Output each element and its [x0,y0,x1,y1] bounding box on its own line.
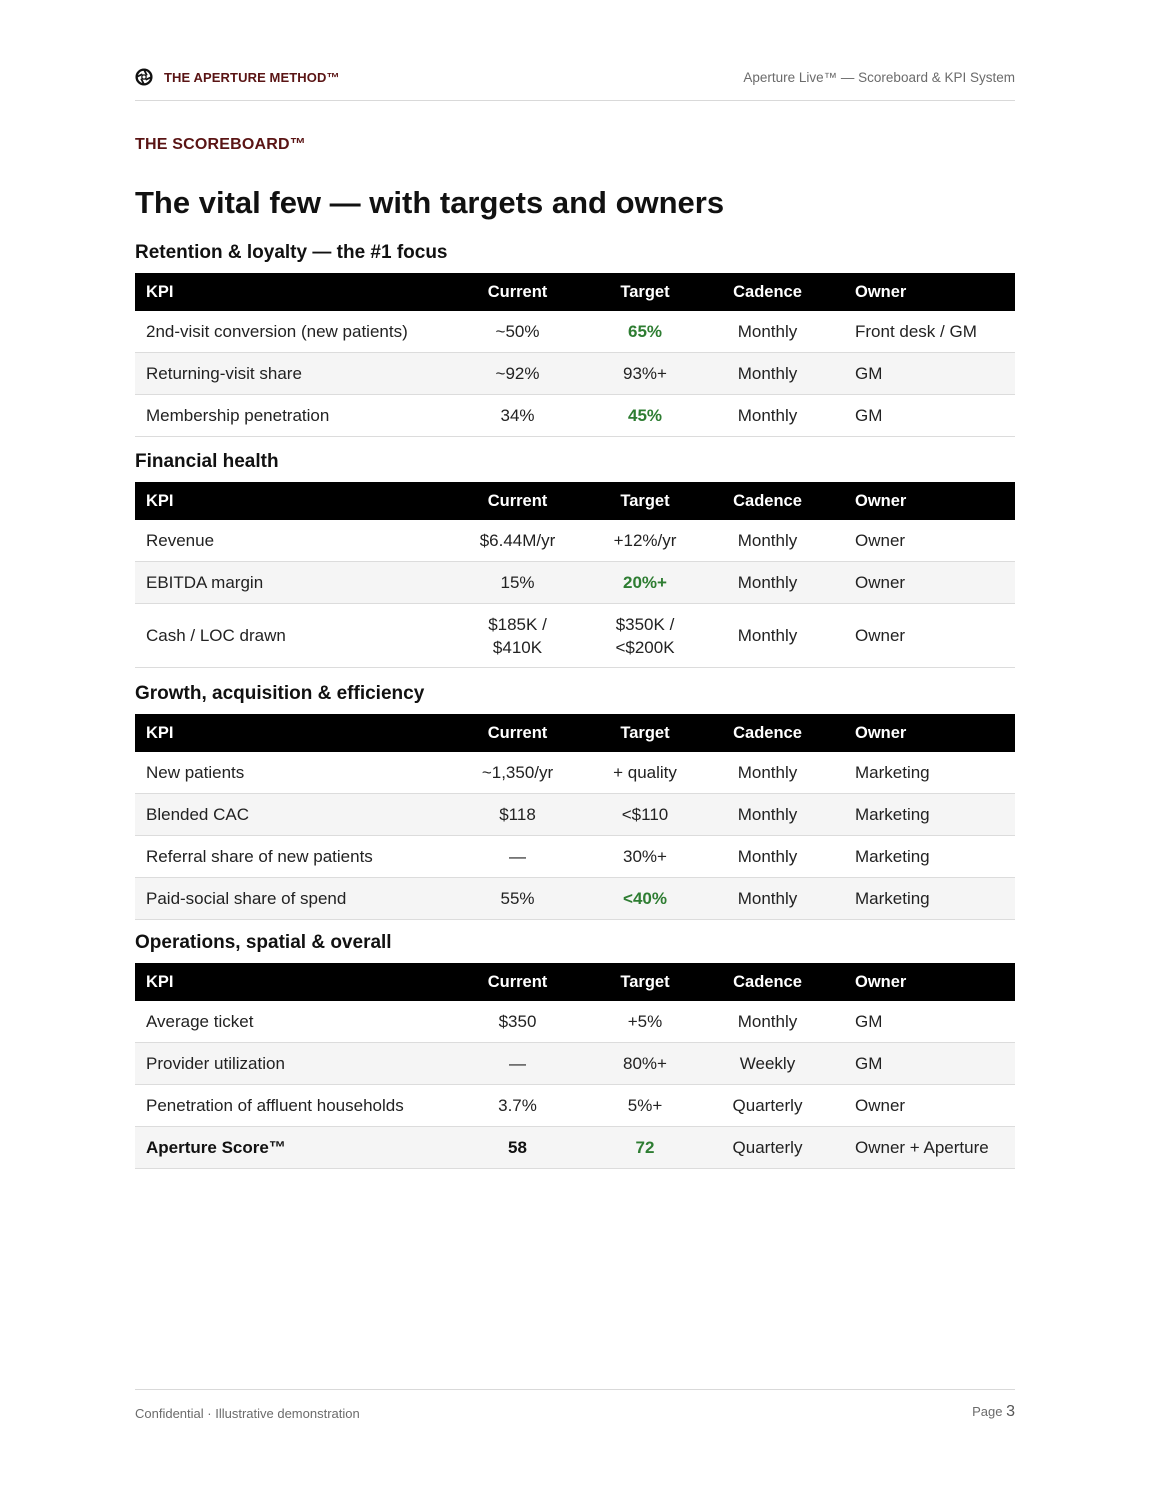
cell-cadence: Monthly [695,836,840,878]
cell-owner: Marketing [840,752,1015,794]
cell-owner: GM [840,1043,1015,1085]
cell-cadence: Monthly [695,353,840,395]
column-header-target: Target [620,972,670,991]
cell-owner: GM [840,395,1015,437]
cell-owner: Owner [840,520,1015,562]
cell-target: 30%+ [595,836,695,878]
cell-owner: Owner + Aperture [840,1127,1015,1169]
cell-target: 5%+ [595,1085,695,1127]
column-header-kpi: KPI [146,972,174,991]
cell-target: <40% [595,878,695,920]
cell-current: ~1,350/yr [440,752,595,794]
cell-current: 55% [440,878,595,920]
column-header-cadence: Cadence [733,972,802,991]
cell-kpi: Penetration of affluent households [135,1085,440,1127]
page-label: Page [972,1404,1003,1419]
cell-target: 93%+ [595,353,695,395]
cell-target: 72 [595,1127,695,1169]
column-header-cadence: Cadence [733,491,802,510]
column-header-kpi: KPI [146,282,174,301]
header-context: Aperture Live™ — Scoreboard & KPI System [743,70,1015,85]
cell-cadence: Quarterly [695,1085,840,1127]
column-header-target: Target [620,282,670,301]
column-header-owner: Owner [855,723,907,742]
column-header-current: Current [487,282,548,301]
column-header-owner: Owner [855,491,907,510]
section-title: Retention & loyalty — the #1 focus [135,242,448,263]
column-header-target: Target [620,723,670,742]
cell-owner: Owner [840,604,1015,668]
cell-current: 34% [440,395,595,437]
column-header-current: Current [487,491,548,510]
cell-kpi: Provider utilization [135,1043,440,1085]
page-title: The vital few — with targets and owners [135,185,725,220]
column-header-kpi: KPI [146,491,174,510]
table-row [135,794,1015,836]
table-row [135,311,1015,353]
cell-target: +12%/yr [595,520,695,562]
cell-kpi: New patients [135,752,440,794]
table-row [135,520,1015,562]
cell-current: — [440,1043,595,1085]
cell-owner: Owner [840,562,1015,604]
page-header [135,62,1015,101]
cell-current: ~50% [440,311,595,353]
table-row [135,752,1015,794]
column-header-cadence: Cadence [733,282,802,301]
cell-current: 3.7% [440,1085,595,1127]
footer-confidential: Confidential · Illustrative demonstration [135,1406,360,1421]
section-title: Operations, spatial & overall [135,932,392,953]
table-row [135,1085,1015,1127]
cell-target: + quality [595,752,695,794]
cell-kpi: Revenue [135,520,440,562]
table-header-row [135,482,1015,520]
kpi-table [135,273,1015,437]
cell-kpi: Average ticket [135,1001,440,1043]
table-row [135,1127,1015,1169]
brand [135,68,340,86]
table-row [135,878,1015,920]
cell-owner: Marketing [840,794,1015,836]
cell-target: +5% [595,1001,695,1043]
cell-owner: GM [840,1001,1015,1043]
cell-kpi: Aperture Score™ [135,1127,440,1169]
cell-kpi: Returning-visit share [135,353,440,395]
cell-owner: Marketing [840,836,1015,878]
cell-owner: GM [840,353,1015,395]
aperture-logo-icon [135,68,153,86]
cell-target: 45% [595,395,695,437]
brand-name: THE APERTURE METHOD™ [164,69,340,85]
cell-cadence: Monthly [695,562,840,604]
kpi-table [135,714,1015,920]
section-title: Financial health [135,451,279,472]
cell-kpi: Membership penetration [135,395,440,437]
column-header-current: Current [487,972,548,991]
cell-owner: Owner [840,1085,1015,1127]
cell-cadence: Weekly [695,1043,840,1085]
cell-cadence: Monthly [695,395,840,437]
table-header-row [135,963,1015,1001]
cell-cadence: Monthly [695,1001,840,1043]
table-row [135,604,1015,668]
cell-cadence: Monthly [695,604,840,668]
cell-cadence: Quarterly [695,1127,840,1169]
kpi-table [135,482,1015,668]
cell-kpi: Cash / LOC drawn [135,604,440,668]
cell-kpi: Referral share of new patients [135,836,440,878]
column-header-target: Target [620,491,670,510]
cell-target: $350K / <$200K [595,604,695,668]
column-header-current: Current [487,723,548,742]
cell-current: $350 [440,1001,595,1043]
cell-owner: Front desk / GM [840,311,1015,353]
cell-cadence: Monthly [695,878,840,920]
cell-cadence: Monthly [695,311,840,353]
cell-cadence: Monthly [695,794,840,836]
cell-current: $118 [440,794,595,836]
cell-kpi: Blended CAC [135,794,440,836]
table-row [135,836,1015,878]
cell-kpi: 2nd-visit conversion (new patients) [135,311,440,353]
cell-current: $6.44M/yr [440,520,595,562]
cell-kpi: EBITDA margin [135,562,440,604]
column-header-kpi: KPI [146,723,174,742]
column-header-cadence: Cadence [733,723,802,742]
column-header-owner: Owner [855,282,907,301]
page-number: 3 [1006,1403,1015,1420]
table-row [135,1043,1015,1085]
section-eyebrow: THE SCOREBOARD™ [135,136,307,153]
cell-target: 80%+ [595,1043,695,1085]
table-header-row [135,273,1015,311]
section-title: Growth, acquisition & efficiency [135,683,425,704]
cell-target: 20%+ [595,562,695,604]
cell-kpi: Paid-social share of spend [135,878,440,920]
kpi-table [135,963,1015,1169]
column-header-owner: Owner [855,972,907,991]
cell-cadence: Monthly [695,752,840,794]
cell-target: 65% [595,311,695,353]
page-indicator [972,1403,1015,1421]
table-row [135,353,1015,395]
cell-current: 15% [440,562,595,604]
cell-current: $185K / $410K [440,604,595,668]
cell-current: — [440,836,595,878]
cell-target: <$110 [595,794,695,836]
table-row [135,1001,1015,1043]
cell-current: 58 [440,1127,595,1169]
page-footer [135,1389,1015,1430]
cell-owner: Marketing [840,878,1015,920]
cell-cadence: Monthly [695,520,840,562]
table-row [135,562,1015,604]
table-header-row [135,714,1015,752]
cell-current: ~92% [440,353,595,395]
table-row [135,395,1015,437]
